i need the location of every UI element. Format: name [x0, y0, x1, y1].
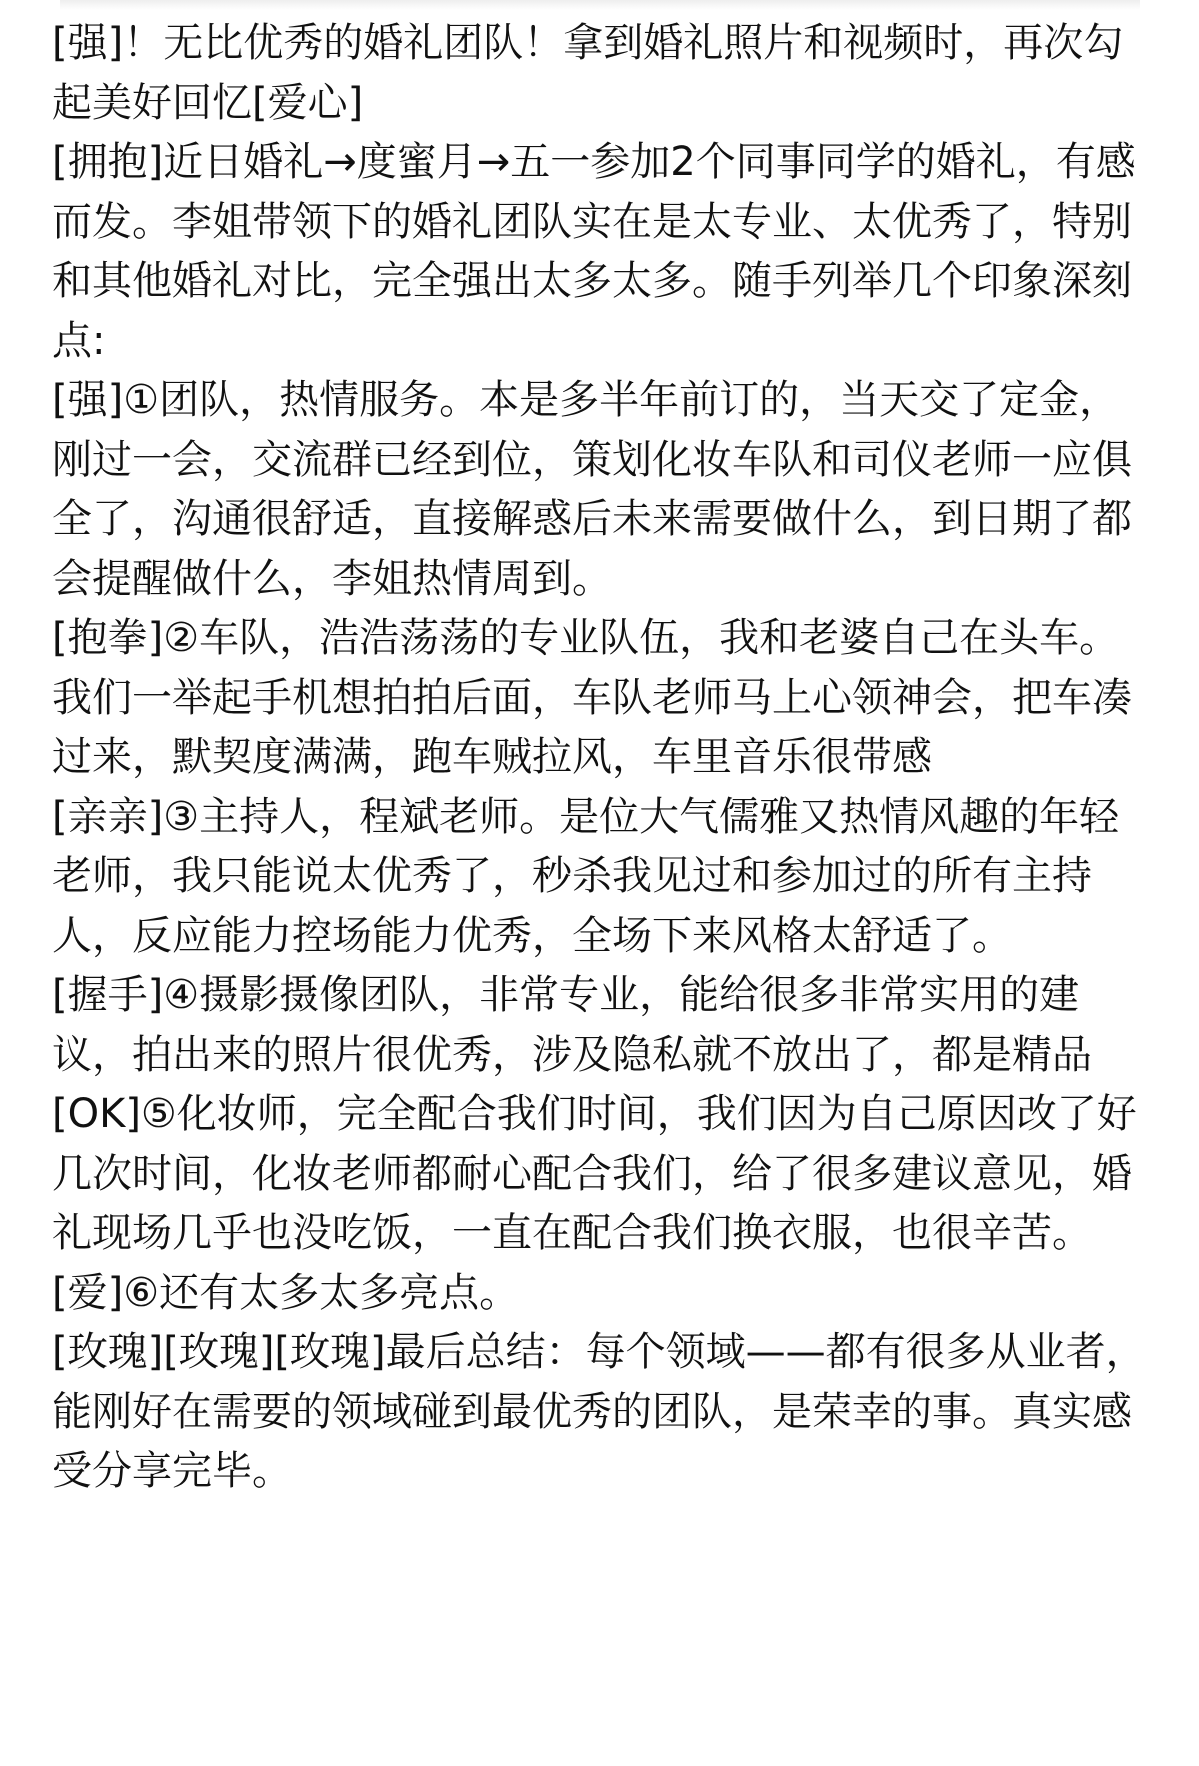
post-paragraph-highlights: [爱]⑥还有太多太多亮点。	[52, 1269, 520, 1316]
post-paragraph-host: [亲亲]③主持人，程斌老师。是位大气儒雅又热情风趣的年轻老师，我只能说太优秀了，秒杀我见过和参加过的所有主持人，反应能力控场能力优秀，全场下来风格太舒适了。	[52, 793, 1120, 959]
post-paragraph-makeup: [OK]⑤化妆师，完全配合我们时间，我们因为自己原因改了好几次时间，化妆老师都耐心配合我们，给了很多建议意见，婚礼现场几乎也没吃饭，一直在配合我们换衣服，也很辛苦。	[52, 1091, 1137, 1256]
post-paragraph-summary: [玫瑰][玫瑰][玫瑰]最后总结：每个领域——都有很多从业者，能刚好在需要的领域碰到最优秀的团队，是荣幸的事。真实感受分享完毕。	[52, 1329, 1146, 1494]
post-paragraph-title: [强]！无比优秀的婚礼团队！拿到婚礼照片和视频时，再次勾起美好回忆[爱心]	[52, 20, 1124, 126]
post-paragraph-team: [强]①团队，热情服务。本是多半年前订的，当天交了定金，刚过一会，交流群已经到位，策划化妆车队和司仪老师一应俱全了，沟通很舒适，直接解惑后未来需要做什么，到日期了都会提醒做什么，李姐热情周到。	[52, 377, 1132, 602]
post-paragraph-photography: [握手]④摄影摄像团队，非常专业，能给很多非常实用的建议，拍出来的照片很优秀，涉及隐私就不放出了，都是精品	[52, 972, 1092, 1078]
post-paragraph-intro: [拥抱]近日婚礼→度蜜月→五一参加2个同事同学的婚礼，有感而发。李姐带领下的婚礼团队实在是太专业、太优秀了，特别和其他婚礼对比，完全强出太多太多。随手列举几个印象深刻点:	[52, 139, 1136, 364]
post-body	[52, 14, 1157, 1502]
post-paragraph-fleet: [抱拳]②车队，浩浩荡荡的专业队伍，我和老婆自己在头车。我们一举起手机想拍拍后面，车队老师马上心领神会，把车凑过来，默契度满满，跑车贼拉风，车里音乐很带感	[52, 615, 1132, 780]
top-edge-bar	[60, 0, 1140, 10]
